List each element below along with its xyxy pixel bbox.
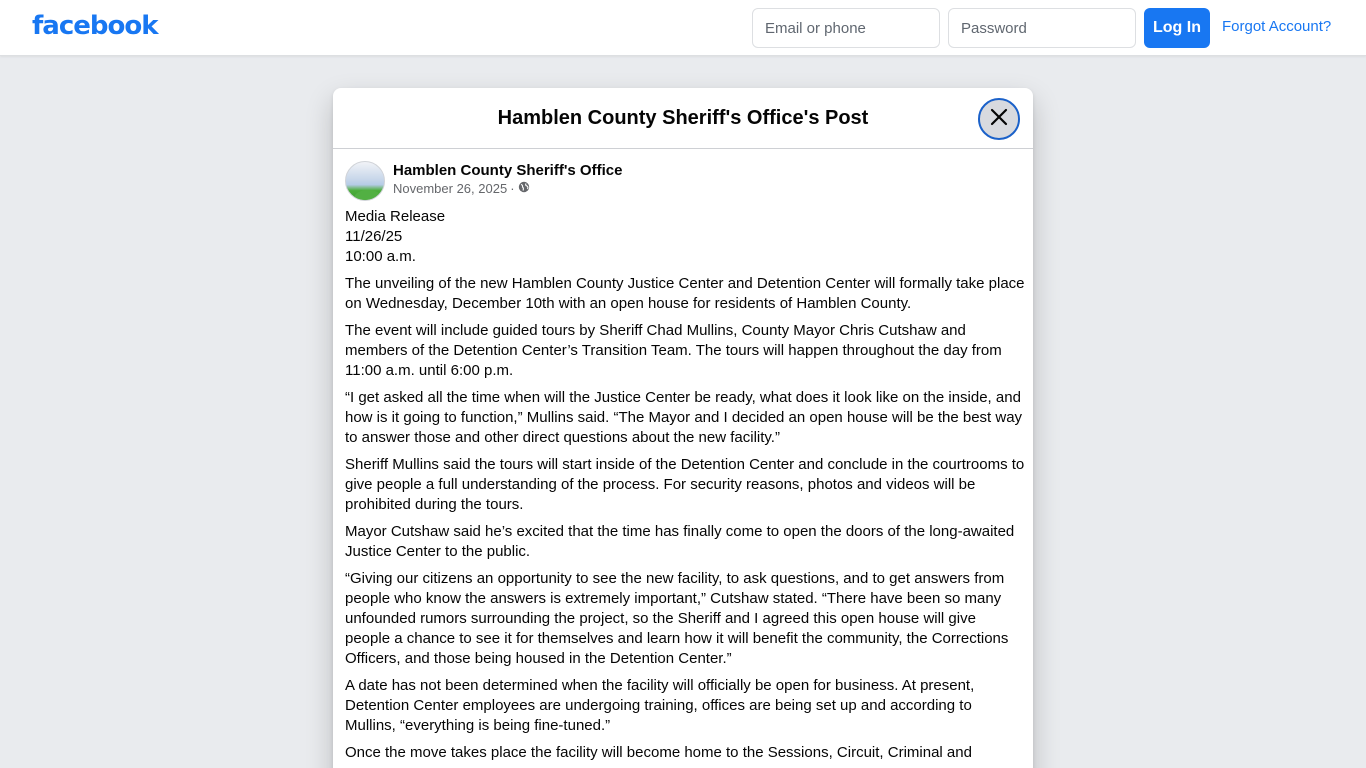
post-paragraph: The unveiling of the new Hamblen County Justice Center and Detention Center will formally take place on Wednesday, December 10th with an open house for residents of Hamblen County.: [345, 275, 1025, 312]
post-meta: [393, 181, 622, 196]
top-navbar: [0, 0, 1366, 56]
modal-header: [333, 88, 1033, 149]
release-date: 11/26/25: [345, 228, 403, 245]
post-header-lines: [345, 207, 1025, 267]
post-body: [345, 207, 1025, 768]
post-paragraph: A date has not been determined when the facility will officially be open for business. At present, Detention Center employees are undergoing training, offices are being set up and according to Mullins, “everything is being fine-tuned.”: [345, 677, 975, 734]
post-paragraph: “I get asked all the time when will the Justice Center be ready, what does it look like on the inside, and how is it going to function,” Mullins said. “The Mayor and I decided an open house will be the best way to answer those and other direct questions about the new facility.”: [345, 389, 1023, 446]
post-header: [345, 161, 622, 201]
release-label: Media Release: [345, 208, 446, 225]
post-paragraph: Sheriff Mullins said the tours will start inside of the Detention Center and conclude in the courtrooms to give people a full understanding of the process. For security reasons, photos and videos will be prohibited during the tours.: [345, 456, 1025, 513]
password-input[interactable]: [948, 8, 1136, 48]
post-paragraph: The event will include guided tours by Sheriff Chad Mullins, County Mayor Chris Cutshaw and members of the Detention Center’s Transition Team. The tours will happen throughout the day from 11:00 a.m. until 6:00 p.m.: [345, 322, 1002, 379]
close-button[interactable]: [978, 98, 1020, 140]
globe-icon: [518, 181, 530, 196]
forgot-account-link[interactable]: Forgot Account?: [1222, 18, 1332, 35]
post-paragraph: “Giving our citizens an opportunity to see the new facility, to ask questions, and to get answers from people who know the answers is extremely important,” Cutshaw stated. “There have been so many unfounded rumors surrounding the project, so the Sheriff and I agreed this open house will give people a chance to see it for themselves and learn how it will benefit the community, the Corrections Officers, and those being housed in the Detention Center.”: [345, 570, 1009, 667]
author-name[interactable]: Hamblen County Sheriff's Office: [393, 162, 623, 179]
post-paragraph: Mayor Cutshaw said he’s excited that the time has finally come to open the doors of the long-awaited Justice Center to the public.: [345, 523, 1015, 560]
avatar[interactable]: [345, 161, 385, 201]
facebook-logo[interactable]: facebook: [32, 11, 158, 41]
post-paragraph: Once the move takes place the facility will become home to the Sessions, Circuit, Criminal and: [345, 744, 972, 761]
post-modal: [333, 88, 1033, 768]
close-icon: [990, 108, 1008, 131]
login-button[interactable]: Log In: [1144, 8, 1210, 48]
modal-title: Hamblen County Sheriff's Office's Post: [497, 106, 869, 129]
meta-separator: ·: [510, 181, 515, 196]
post-date[interactable]: November 26, 2025: [393, 181, 508, 196]
release-time: 10:00 a.m.: [345, 248, 416, 265]
email-input[interactable]: [752, 8, 940, 48]
